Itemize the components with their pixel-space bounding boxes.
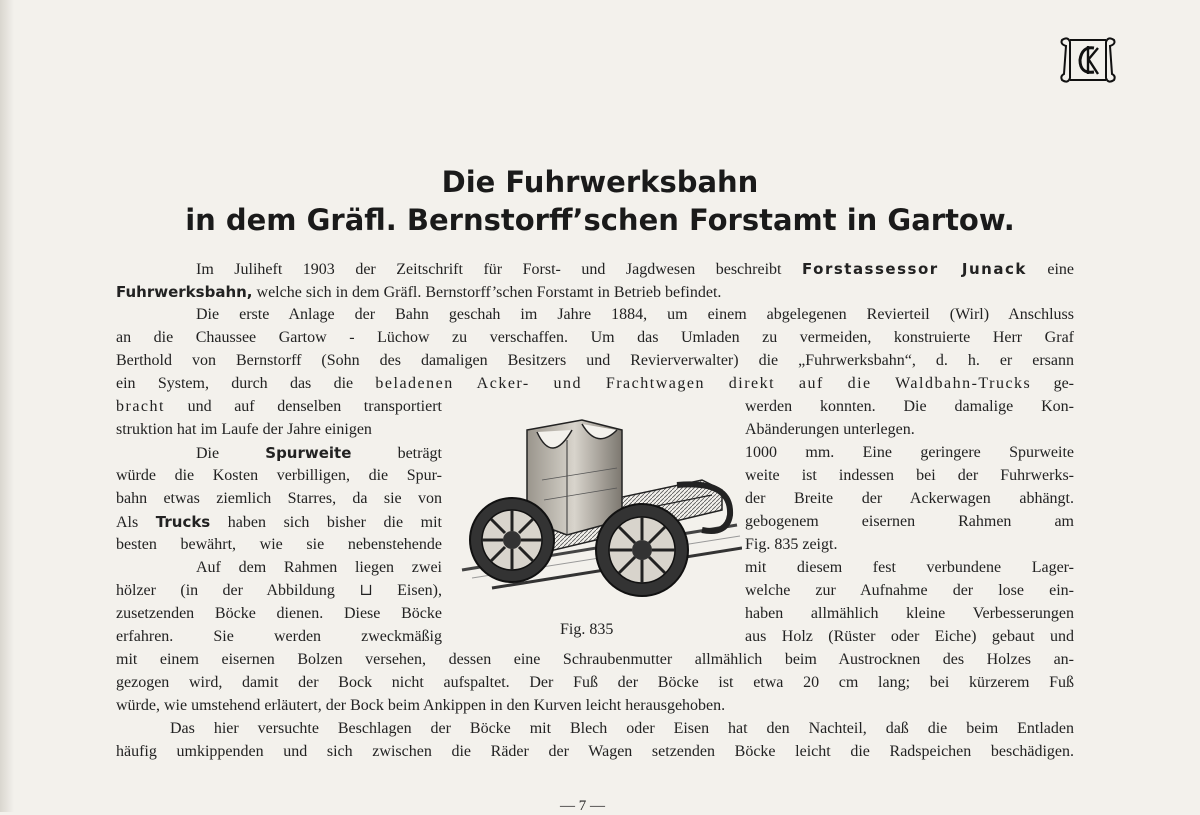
paragraph-4-line-2-right: welche zur Aufnahme der lose ein-: [745, 582, 1074, 599]
paragraph-3-line-5-left: besten bewährt, wie sie nebenstehende: [116, 536, 442, 553]
paragraph-3-line-2-left: würde die Kosten verbilligen, die Spur-: [116, 467, 442, 484]
paragraph-4-line-4-left: erfahren. Sie werden zweckmäßig: [116, 628, 442, 645]
bold-term-trucks: Trucks: [155, 513, 211, 531]
page-number: — 7 —: [560, 798, 605, 814]
bold-name-junack: Forstassessor Junack: [802, 260, 1027, 278]
ck-monogram-icon: [1058, 34, 1118, 86]
title-line-1: Die Fuhrwerksbahn: [441, 165, 759, 199]
paragraph-5-line-2: häufig umkippenden und sich zwischen die Räder der Wagen setzenden Böcke leicht die Radspeichen beschädigen.: [116, 743, 1074, 760]
paragraph-3-line-3-left: bahn etwas ziemlich Starres, da sie von: [116, 490, 442, 507]
figure-caption: Fig. 835: [560, 621, 614, 638]
figure-835-railway-truck: [452, 410, 742, 615]
paragraph-1-line-1: Im Juliheft 1903 der Zeitschrift für Forst- und Jagdwesen beschreibt Forstassessor Junack eine: [196, 260, 1074, 278]
paragraph-2-line-5-right: werden konnten. Die damalige Kon-: [745, 398, 1074, 415]
bold-term-spurweite: Spurweite: [265, 444, 352, 462]
paragraph-4-line-4-right: aus Holz (Rüster oder Eiche) gebaut und: [745, 628, 1074, 645]
paragraph-4-line-3-left: zusetzenden Böcke dienen. Diese Böcke: [116, 605, 442, 622]
title-line-2: in dem Gräfl. Bernstorff’schen Forstamt in Gartow.: [185, 203, 1015, 237]
page-gutter: [0, 0, 14, 812]
paragraph-2-line-6-left: struktion hat im Laufe der Jahre einigen: [116, 421, 372, 438]
paragraph-4-line-2-left: hölzer (in der Abbildung ⊔ Eisen),: [116, 582, 442, 599]
paragraph-4-line-3-right: haben allmählich kleine Verbesserungen: [745, 605, 1074, 622]
paragraph-3-line-2-right: weite ist indessen bei der Fuhrwerks-: [745, 467, 1074, 484]
paragraph-2-line-1: Die erste Anlage der Bahn geschah im Jahre 1884, um einem abgelegenen Revierteil (Wirl) Anschluss: [196, 306, 1074, 323]
paragraph-3-line-5-right: Fig. 835 zeigt.: [745, 536, 838, 553]
paragraph-4-line-1-left: Auf dem Rahmen liegen zwei: [196, 559, 442, 576]
paragraph-2-line-4: ein System, durch das die beladenen Acker- und Frachtwagen direkt auf die Waldbahn-Trucks ge-: [116, 375, 1074, 392]
paragraph-4-line-6: gezogen wird, damit der Bock nicht aufspaltet. Der Fuß der Böcke ist etwa 20 cm lang; bei kürzerem Fuß: [116, 674, 1074, 691]
paragraph-2-line-6-right: Abänderungen unterlegen.: [745, 421, 915, 438]
paragraph-2-line-5-left: bracht und auf denselben transportiert: [116, 398, 442, 415]
spaced-text-acker-frachtwagen: beladenen Acker- und Frachtwagen direkt auf die Waldbahn-Trucks: [375, 375, 1032, 392]
paragraph-3-line-4-right: gebogenem eisernen Rahmen am: [745, 513, 1074, 530]
paragraph-4-line-7: würde, wie umstehend erläutert, der Bock beim Ankippen in den Kurven leicht herausgehoben.: [116, 697, 726, 714]
paragraph-4-line-5: mit einem eisernen Bolzen versehen, dessen eine Schraubenmutter allmählich beim Austrocknen des Holzes an-: [116, 651, 1074, 668]
paragraph-3-line-1-right: 1000 mm. Eine geringere Spurweite: [745, 444, 1074, 461]
paragraph-3-line-1-left: Die Spurweite beträgt: [196, 444, 442, 462]
paragraph-3-line-4-left: Als Trucks haben sich bisher die mit: [116, 513, 442, 531]
paragraph-3-line-3-right: der Breite der Ackerwagen abhängt.: [745, 490, 1074, 507]
bold-term-fuhrwerksbahn: Fuhrwerksbahn,: [116, 283, 253, 301]
paragraph-1-line-2: Fuhrwerksbahn, welche sich in dem Gräfl. Bernstorff’schen Forstamt in Betrieb befindet.: [116, 283, 722, 301]
paragraph-2-line-3: Berthold von Bernstorff (Sohn des damaligen Besitzers und Revierverwalter) die „Fuhrwerksbahn“, d. h. er ersann: [116, 352, 1074, 369]
paragraph-4-line-1-right: mit diesem fest verbundene Lager-: [745, 559, 1074, 576]
paragraph-5-line-1: Das hier versuchte Beschlagen der Böcke mit Blech oder Eisen hat den Nachteil, daß die beim Entladen: [170, 720, 1074, 737]
paragraph-2-line-2: an die Chaussee Gartow - Lüchow zu verschaffen. Um das Umladen zu vermeiden, konstruierte Herr Graf: [116, 329, 1074, 346]
